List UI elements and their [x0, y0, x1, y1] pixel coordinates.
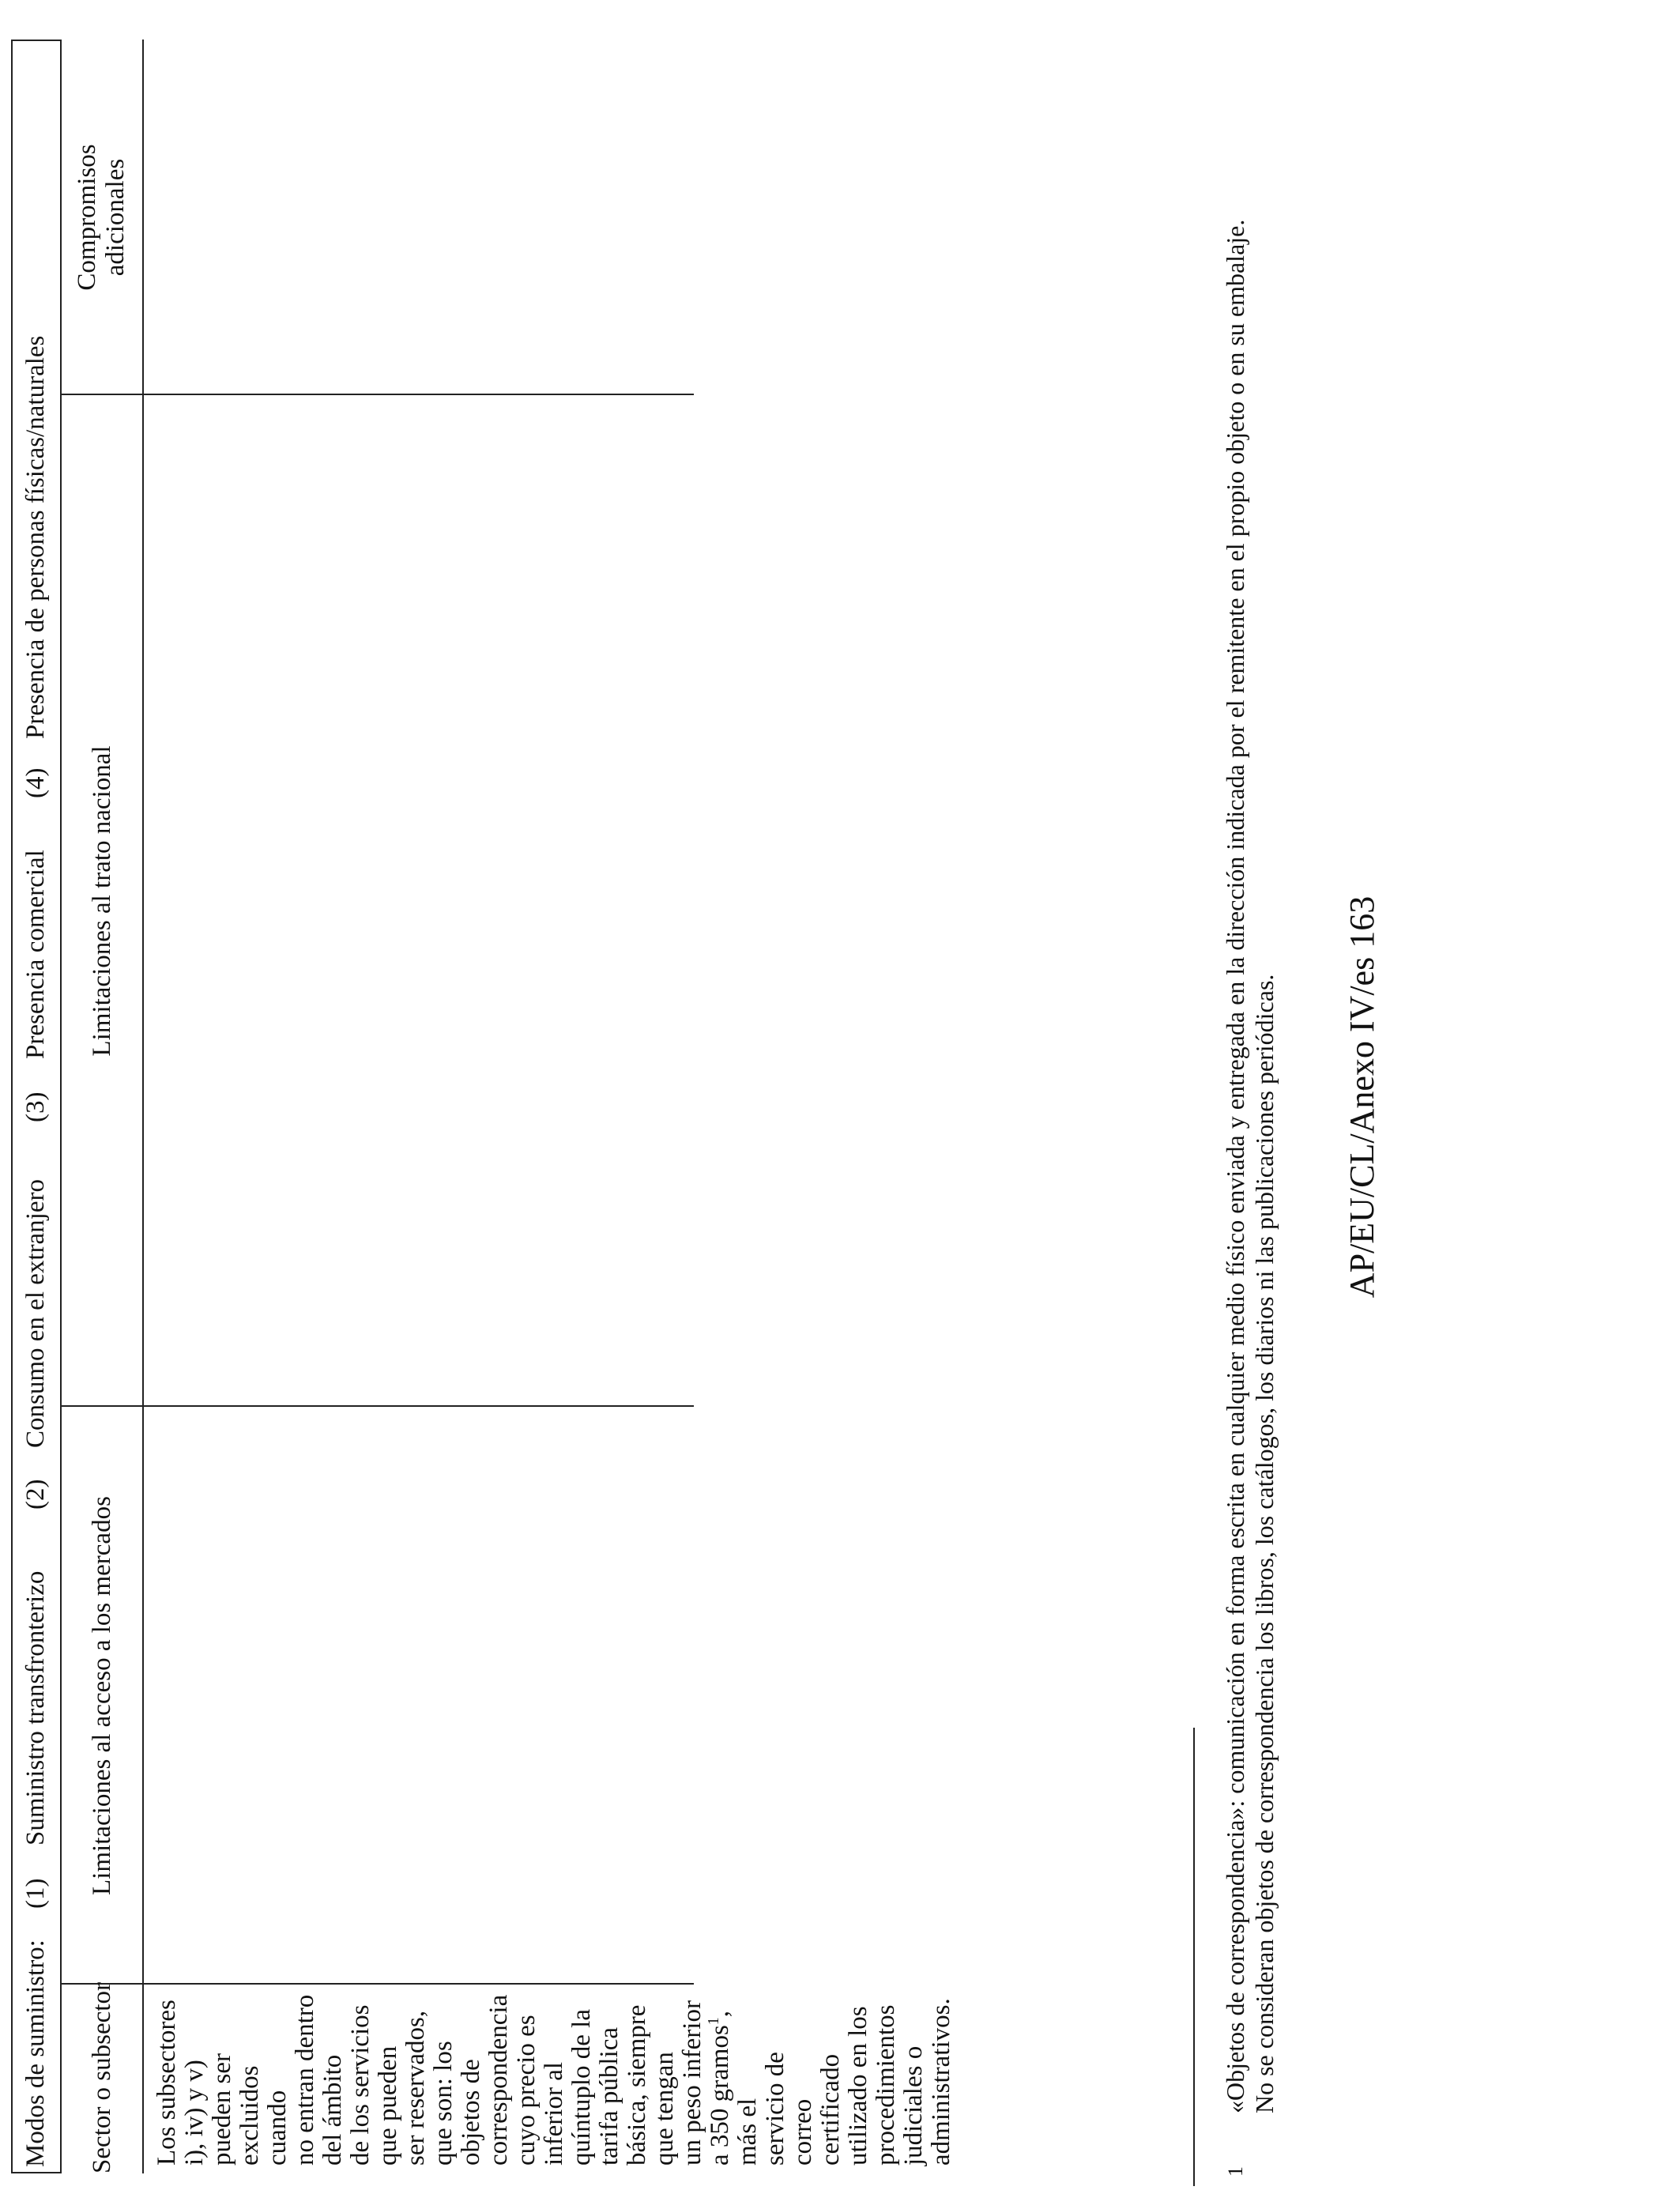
sector-text-part-2: , más el servicio de correo certificado utilizado en los procedimientos judiciales o administrativos. — [706, 1998, 955, 2166]
mode-3-number: (3) — [21, 1091, 50, 1122]
column-divider-1 — [60, 1983, 694, 1985]
modes-label: Modos de suministro: — [21, 1940, 50, 2167]
mode-3-name: Presencia comercial — [21, 850, 50, 1059]
mode-4-name: Presencia de personas físicas/naturales — [21, 335, 50, 739]
mode-4-number: (4) — [21, 767, 50, 798]
footnote-text: «Objetos de correspondencia»: comunicación en forma escrita en cualquier medio físico enviada y entregada en la dirección indicada por el remitente en el propio objeto o en su embalaje. No se consideran objetos de correspondencia los libros, los catálogos, los diarios ni las publicaciones periódicas. — [1221, 219, 1279, 2113]
table-right-border — [11, 40, 62, 41]
table-top-border — [11, 40, 13, 2173]
mode-1-number: (1) — [21, 1878, 50, 1909]
modes-row-bottom-border — [60, 40, 62, 2173]
mode-1-name: Suministro transfronterizo — [21, 1570, 50, 1845]
footnote-separator — [1193, 1728, 1195, 2186]
mode-2-number: (2) — [21, 1479, 50, 1510]
footnote-ref[interactable]: 1 — [705, 2017, 722, 2026]
header-sector: Sector o subsector — [88, 1982, 116, 2173]
sector-cell-text — [153, 1985, 955, 2166]
column-divider-2 — [60, 1405, 694, 1407]
header-additional-commitments: Compromisos adicionales — [73, 144, 130, 291]
sector-text-part-1: Los subsectores i), iv) y v) pueden ser excluidos cuando no entran dentro del ámbito de los servicios que pueden ser reservados, que son: los objetos de correspondencia cuyo precio es inferior al quíntuplo de la tarifa pública básica, siempre que tengan un peso inferior a 350 gramos — [153, 1994, 734, 2166]
page-footer-reference: AP/EU/CL/Anexo IV/es 163 — [1343, 895, 1381, 1299]
header-market-access: Limitaciones al acceso a los mercados — [88, 1496, 116, 1895]
commitments-table — [11, 40, 955, 2173]
footnote-number: 1 — [1224, 2166, 1247, 2177]
column-divider-3 — [60, 394, 694, 395]
mode-2-name: Consumo en el extranjero — [21, 1179, 50, 1448]
table-left-border — [11, 2172, 62, 2173]
header-row-bottom-border — [142, 40, 144, 2173]
header-national-treatment: Limitaciones al trato nacional — [88, 745, 116, 1057]
